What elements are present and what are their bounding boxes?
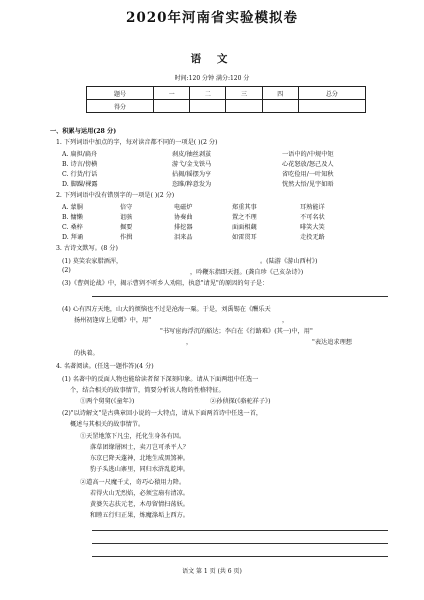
q2-option-b-w4: 置之不理 (232, 214, 257, 221)
q2-option-b-w5: 不可名状 (300, 214, 325, 221)
q3-line-4c: ， (282, 317, 289, 324)
q1-option-a: A. 扁担/扁舟 (62, 151, 98, 158)
score-input-cell[interactable] (298, 100, 365, 113)
section-heading: 一、积累与运用(28 分) (50, 128, 117, 135)
q4-part1: (1) 名著中的反面人物也能给读者留下深刻印象。请从下面两组中任选一 (62, 376, 259, 383)
q2-option-d: D. 拜诵 (62, 234, 84, 241)
q3-line-1b: 。(陆游《游山西村》) (260, 258, 318, 265)
q3-line-1: (1) 莫笑农家腊酒浑， (62, 258, 123, 265)
q4-part2b: 概述与其相关的故事情节。 (70, 421, 145, 428)
q2-option-b: B. 慵懒 (62, 214, 83, 221)
page-footer: 语文 第 1 页 (共 6 页) (182, 568, 242, 575)
q4-choice-2: ②孙侦探(《骆驼祥子》) (210, 398, 271, 405)
q1-option-c-col2: 拈揭/摇摆为亨 (172, 171, 212, 178)
score-cell: 总分 (298, 87, 365, 100)
q1-option-b: B. 诗言/傍横 (62, 161, 98, 168)
q3-line-3: (3)《曹刿论战》中，揭示曹刿不听乡人劝阻，执意"请见"的原因的句子是： (62, 280, 269, 287)
q3-line-4b: 扬州初逢席上见赠》中，用" (74, 317, 152, 324)
poem-2-line: 若得火山无烈焰，必须宝扇有清凉。 (90, 490, 189, 497)
score-table-score-row (87, 100, 366, 113)
q2-option-a-w3: 电磁炉 (174, 204, 193, 211)
subject-title: 语 文 (190, 53, 234, 65)
q2-option-c: C. 桑梓 (62, 224, 83, 231)
q1-option-a-col2: 刹皮/抽丝剥茧 (172, 151, 212, 158)
question-4-stem: 4. 名著阅读。(任选一题作答)(4 分) (56, 363, 154, 370)
answer-line[interactable] (92, 543, 388, 544)
score-input-cell[interactable] (262, 100, 298, 113)
q3-line-5: "书写宦海浮沉的豁达；李白在《行路难》(其一)中，用" (160, 328, 313, 335)
score-input-cell[interactable] (226, 100, 262, 113)
poem-1-line: 落草团缘屠困士，卖刀岂可杀平人？ (90, 444, 189, 451)
q1-option-d: D. 脚踝/裸露 (62, 181, 98, 188)
question-1-stem: 1. 下列词语中加点的字，每对读音都不同的一项是( )(2 分) (56, 139, 218, 146)
q2-option-d-w5: 走投无路 (300, 234, 325, 241)
answer-line[interactable] (92, 556, 388, 557)
q1-option-b-col2: 游弋/金戈铁马 (172, 161, 212, 168)
q3-line-2: (2) (62, 267, 71, 274)
answer-line[interactable] (92, 296, 388, 297)
exam-title: 2020年河南省实验模拟卷 (125, 10, 299, 26)
q3-line-2b: ，吟鞭东指即天涯。(龚自珍《己亥杂诗》) (190, 269, 304, 276)
score-cell: 二 (190, 87, 226, 100)
score-input-cell[interactable] (190, 100, 226, 113)
q2-option-c-w2: 掘要 (120, 224, 133, 231)
q4-part2: (2)"以诗解文"是古典章回小说的一大特点，请从下面两首诗中任选一首， (62, 410, 263, 417)
q2-option-a-w5: 耳熟能详 (300, 204, 325, 211)
q1-option-d-col2: 恣睢/粹意发为 (172, 181, 212, 188)
q3-line-7: 的执着。 (74, 350, 99, 357)
score-input-cell[interactable] (154, 100, 190, 113)
poem-2-line: ②道高一尺魔千丈，奇巧心猿用力降。 (80, 479, 186, 486)
q1-option-c-col3: 省吃俭用/一叶知秋 (282, 171, 334, 178)
q2-option-c-w4: 面面相觑 (232, 224, 257, 231)
score-cell: 得分 (87, 100, 154, 113)
q1-option-a-col3: 一语中的/中规中矩 (282, 151, 334, 158)
score-table-header-row (87, 87, 366, 100)
q2-option-d-w3: 泪来品 (174, 234, 193, 241)
q2-option-d-w4: 如雷贯耳 (232, 234, 257, 241)
answer-line[interactable] (92, 530, 388, 531)
q1-option-c: C. 行货/行话 (62, 171, 98, 178)
q3-line-6: ， (186, 339, 193, 346)
score-cell: 一 (154, 87, 190, 100)
q3-line-6b: "表达追求理想 (312, 339, 352, 346)
q1-option-d-col3: 恍然大悟/见宇如晤 (282, 181, 334, 188)
score-cell: 三 (226, 87, 262, 100)
q2-option-b-w2: 诅骇 (120, 214, 133, 221)
q4-part1b: 个，结合相关的故事情节，简要分析该人物的性格特征。 (70, 387, 225, 394)
q2-option-b-w3: 协奏曲 (174, 214, 193, 221)
q3-line-4: (4) 心有四方天地，山大的烦恼也不过是沧海一粟。于是，刘禹锡在《酬乐天 (62, 306, 271, 313)
poem-1-line: ①天罡地煞下凡尘，托化生身各有因。 (80, 433, 186, 440)
poem-2-line: 和睦五行归正果，炼魔涤垢上西方。 (90, 512, 189, 519)
question-2-stem: 2. 下列词语中没有错别字的一项是( )(2 分) (56, 192, 175, 199)
q2-option-a-w4: 郑重其事 (232, 204, 257, 211)
q2-option-d-w2: 作揖 (120, 234, 133, 241)
question-3-stem: 3. 古诗文默写。(8 分) (56, 245, 118, 252)
q1-option-b-col3: 心花怒放/怒己及人 (282, 161, 334, 168)
q2-option-c-w5: 啡笑大笑 (300, 224, 325, 231)
score-cell: 四 (262, 87, 298, 100)
q2-option-a-w2: 倍守 (120, 204, 133, 211)
poem-1-line: 东京已降天蓬神，北地生成黑煞神。 (90, 455, 189, 462)
q4-choice-1: ①两个舅舅(《童年》) (80, 398, 135, 405)
score-table (86, 86, 366, 113)
poem-2-line: 黄婆矢志扶元老，木母留情扫荡妖。 (90, 501, 189, 508)
poem-1-line: 豹子头逃山寨里，同归水浒乱乾坤。 (90, 466, 189, 473)
exam-meta: 时间:120 分钟 满分:120 分 (174, 75, 250, 82)
q2-option-c-w3: 排挖器 (174, 224, 193, 231)
q2-option-a: A. 蒙胴 (62, 204, 83, 211)
score-cell: 题号 (87, 87, 154, 100)
